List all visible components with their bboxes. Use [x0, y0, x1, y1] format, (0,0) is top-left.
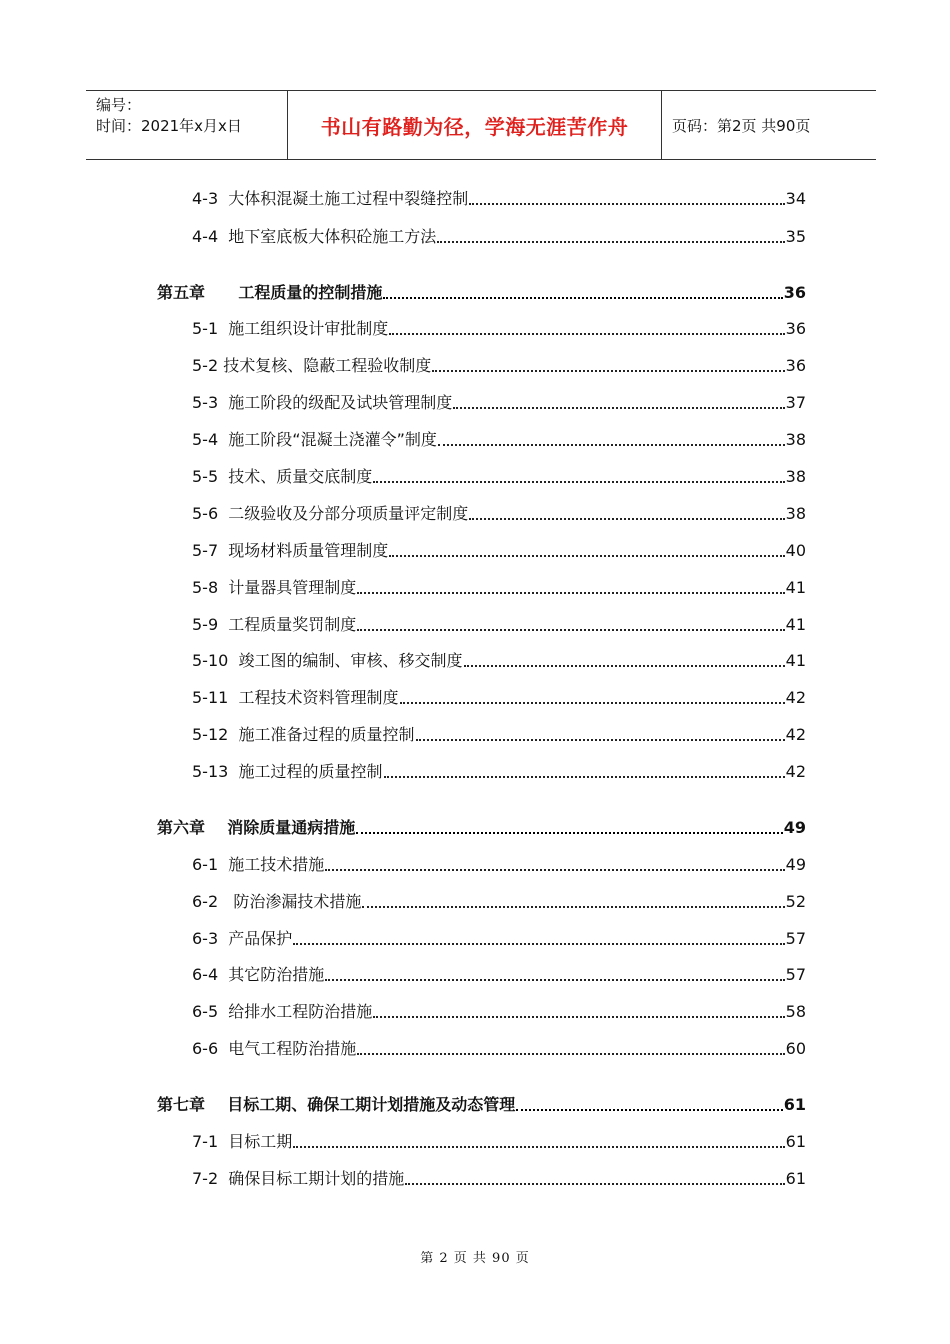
toc-entry[interactable] — [192, 1036, 806, 1060]
toc-leader-dots — [400, 702, 785, 704]
toc-entry-page: 35 — [785, 227, 806, 246]
toc-entry-title: 5-6 二级验收及分部分项质量评定制度 — [192, 504, 469, 523]
toc-chapter[interactable] — [157, 815, 806, 839]
toc-leader-dots — [405, 1183, 784, 1185]
toc-entry-title: 4-4 地下室底板大体积砼施工方法 — [192, 227, 437, 246]
toc-entry[interactable] — [192, 316, 806, 340]
toc-leader-dots — [373, 481, 784, 483]
toc-entry[interactable] — [192, 612, 806, 636]
toc-entry-page: 41 — [785, 578, 806, 597]
toc-entry[interactable] — [192, 685, 806, 709]
toc-leader-dots — [464, 665, 785, 667]
toc-entry-page: 38 — [785, 467, 806, 486]
toc-entry[interactable] — [192, 926, 806, 950]
time-label: 时间：2021年x月x日 — [96, 117, 242, 135]
toc-chapter-title: 第七章 目标工期、确保工期计划措施及动态管理 — [157, 1095, 516, 1114]
header-motto: 书山有路勤为径，学海无涯苦作舟 — [288, 91, 662, 159]
toc-leader-dots — [293, 1146, 784, 1148]
toc-entry[interactable] — [192, 1166, 806, 1190]
toc-entry-page: 60 — [785, 1039, 806, 1058]
toc-leader-dots — [416, 739, 785, 741]
toc-leader-dots — [437, 241, 784, 243]
toc-entry-title: 5-9 工程质量奖罚制度 — [192, 615, 357, 634]
toc-entry-page: 42 — [785, 688, 806, 707]
toc-entry-title: 7-1 目标工期 — [192, 1132, 293, 1151]
toc-entry[interactable] — [192, 353, 806, 377]
toc-entry-page: 41 — [785, 615, 806, 634]
toc-entry-title: 5-12 施工准备过程的质量控制 — [192, 725, 415, 744]
toc-entry-page: 57 — [785, 965, 806, 984]
toc-entry[interactable] — [192, 852, 806, 876]
toc-entry[interactable] — [192, 999, 806, 1023]
toc-leader-dots — [389, 555, 784, 557]
toc-chapter[interactable] — [157, 280, 806, 304]
toc-entry-page: 37 — [785, 393, 806, 412]
toc-entry[interactable] — [192, 1129, 806, 1153]
toc-chapter[interactable] — [157, 1092, 806, 1116]
toc-chapter-page: 49 — [783, 818, 806, 837]
toc-leader-dots — [383, 297, 782, 299]
toc-chapter-title: 第五章 工程质量的控制措施 — [157, 283, 383, 302]
toc-leader-dots — [432, 370, 784, 372]
toc-chapter-page: 61 — [783, 1095, 806, 1114]
toc-entry-page: 36 — [785, 319, 806, 338]
toc-leader-dots — [356, 832, 782, 834]
toc-leader-dots — [325, 869, 784, 871]
toc-leader-dots — [293, 943, 784, 945]
toc-entry-title: 6-2 防治渗漏技术措施 — [192, 892, 362, 911]
toc-entry-title: 5-4 施工阶段“混凝土浇灌令”制度 — [192, 430, 437, 449]
toc-entry[interactable] — [192, 722, 806, 746]
toc-entry-page: 38 — [785, 430, 806, 449]
toc-entry-page: 41 — [785, 651, 806, 670]
toc-leader-dots — [438, 444, 785, 446]
toc-leader-dots — [357, 629, 784, 631]
page-footer: 第 2 页 共 90 页 — [420, 1251, 530, 1266]
toc-entry-title: 5-5 技术、质量交底制度 — [192, 467, 373, 486]
toc-leader-dots — [453, 407, 784, 409]
toc-entry-title: 4-3 大体积混凝土施工过程中裂缝控制 — [192, 189, 469, 208]
toc-entry-page: 49 — [785, 855, 806, 874]
toc-leader-dots — [469, 203, 784, 205]
toc-entry-page: 34 — [785, 189, 806, 208]
toc-entry-page: 58 — [785, 1002, 806, 1021]
toc-entry[interactable] — [192, 889, 806, 913]
toc-entry-title: 6-3 产品保护 — [192, 929, 293, 948]
toc-entry-title: 5-8 计量器具管理制度 — [192, 578, 357, 597]
toc-entry-title: 5-1 施工组织设计审批制度 — [192, 319, 389, 338]
toc-leader-dots — [325, 979, 784, 981]
toc-entry-page: 42 — [785, 725, 806, 744]
toc-entry-page: 57 — [785, 929, 806, 948]
toc-entry[interactable] — [192, 575, 806, 599]
toc-leader-dots — [389, 333, 784, 335]
toc-entry[interactable] — [192, 759, 806, 783]
toc-leader-dots — [469, 518, 784, 520]
toc-entry-title: 7-2 确保目标工期计划的措施 — [192, 1169, 405, 1188]
toc-entry-page: 61 — [785, 1169, 806, 1188]
header-page-info: 页码：第2页 共90页 — [672, 116, 811, 135]
toc-entry-title: 6-6 电气工程防治措施 — [192, 1039, 357, 1058]
toc-entry[interactable] — [192, 427, 806, 451]
header-meta — [86, 91, 288, 159]
toc-entry[interactable] — [192, 390, 806, 414]
toc-entry-title: 5-10 竣工图的编制、审核、移交制度 — [192, 651, 463, 670]
toc-entry-title: 5-3 施工阶段的级配及试块管理制度 — [192, 393, 453, 412]
toc-entry[interactable] — [192, 538, 806, 562]
toc-entry-title: 6-1 施工技术措施 — [192, 855, 325, 874]
toc-entry-page: 38 — [785, 504, 806, 523]
toc-entry-page: 61 — [785, 1132, 806, 1151]
toc-leader-dots — [362, 906, 784, 908]
toc-entry-page: 52 — [785, 892, 806, 911]
page-header — [86, 90, 876, 160]
toc-entry-page: 40 — [785, 541, 806, 560]
toc-leader-dots — [384, 776, 785, 778]
toc-leader-dots — [357, 592, 784, 594]
toc-entry[interactable] — [192, 962, 806, 986]
number-label: 编号： — [96, 96, 142, 114]
toc-leader-dots — [357, 1053, 784, 1055]
toc-chapter-page: 36 — [783, 283, 806, 302]
toc-leader-dots — [516, 1109, 782, 1111]
toc-entry[interactable] — [192, 648, 806, 672]
toc-entry[interactable] — [192, 186, 806, 210]
toc-entry[interactable] — [192, 501, 806, 525]
toc-entry-page: 42 — [785, 762, 806, 781]
toc-entry-title: 5-7 现场材料质量管理制度 — [192, 541, 389, 560]
toc-entry-page: 36 — [785, 356, 806, 375]
toc-chapter-title: 第六章 消除质量通病措施 — [157, 818, 356, 837]
toc-entry-title: 5-13 施工过程的质量控制 — [192, 762, 383, 781]
toc-entry-title: 5-2 技术复核、隐蔽工程验收制度 — [192, 356, 432, 375]
toc-leader-dots — [373, 1016, 784, 1018]
toc-entry-title: 6-4 其它防治措施 — [192, 965, 325, 984]
toc-entry[interactable] — [192, 224, 806, 248]
toc-entry-title: 6-5 给排水工程防治措施 — [192, 1002, 373, 1021]
toc-entry-title: 5-11 工程技术资料管理制度 — [192, 688, 399, 707]
toc-entry[interactable] — [192, 464, 806, 488]
